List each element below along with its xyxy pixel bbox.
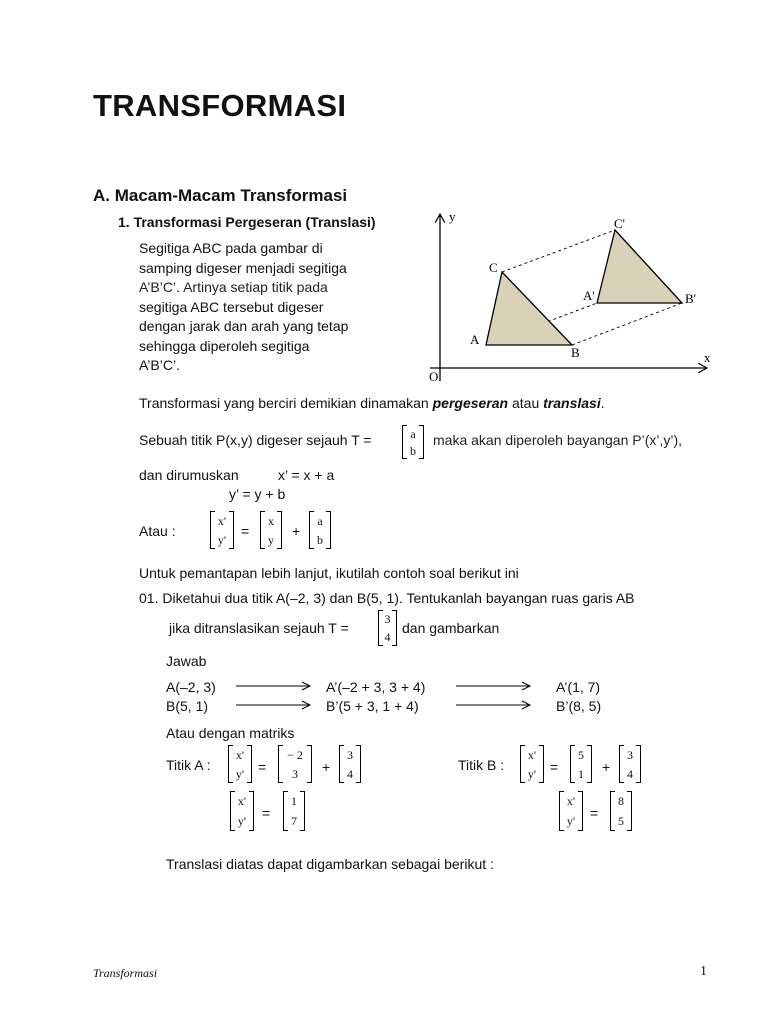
intro-line: sehingga diperoleh segitiga (139, 337, 310, 354)
term-pergeseran: pergeseran (432, 395, 509, 411)
titik-b-lhs (520, 745, 544, 783)
answer-b-calc: B’(5 + 3, 1 + 4) (326, 698, 419, 714)
matrix-ab (309, 511, 331, 549)
label-origin: O (429, 369, 439, 384)
matrix-xy (260, 511, 282, 549)
matrix-entry: y' (237, 814, 247, 828)
intro-paragraph (139, 239, 348, 376)
titik-b-res-lhs (559, 791, 583, 831)
intro-line: segitiga ABC tersebut digeser (139, 298, 324, 315)
matrix-entry: b (410, 443, 416, 458)
titik-b-label: Titik B : (458, 757, 505, 773)
equals-sign: = (241, 523, 250, 539)
arrow-icon (456, 679, 532, 693)
matrix-entry: a (410, 426, 416, 441)
equals-sign: = (258, 759, 267, 775)
matrix-entry: x' (566, 794, 576, 808)
matrix-entry: 4 (627, 766, 633, 781)
definition-sentence (139, 395, 605, 411)
label-b-prime: B' (685, 291, 697, 306)
answer-a-result: A’(1, 7) (556, 679, 601, 695)
answer-a-original: A(–2, 3) (166, 679, 216, 695)
titik-a-m1 (278, 745, 312, 783)
problem-line-1: 01. Diketahui dua titik A(–2, 3) dan B(5, 1). Tentukanlah bayangan ruas garis AB (139, 590, 635, 606)
matrix-entry: x' (235, 747, 245, 762)
matrix-entry: 3 (384, 612, 391, 626)
matrix-entry: a (317, 513, 323, 528)
matrix-entry: 1 (291, 794, 297, 808)
formula-line-1: x’ = x + a (278, 467, 335, 483)
page-number: 1 (700, 964, 707, 979)
page-title: TRANSFORMASI (93, 88, 347, 123)
formula-label: dan dirumuskan (139, 467, 239, 483)
matrix-entry: 3 (347, 747, 353, 762)
matrix-entry: 3 (292, 766, 298, 781)
answer-b-original: B(5, 1) (166, 698, 209, 714)
footer-title: Transformasi (93, 966, 158, 980)
definition-middle: atau (508, 395, 544, 411)
answer-b-result: B’(8, 5) (556, 698, 602, 714)
arrow-icon (236, 698, 312, 712)
label-a-prime: A' (583, 288, 595, 303)
titik-a-lhs (228, 745, 252, 783)
answer-label: Jawab (166, 653, 207, 669)
titik-a-result (283, 791, 305, 831)
example-intro: Untuk pemantapan lebih lanjut, ikutilah contoh soal berikut ini (139, 565, 519, 581)
problem-line-2-suffix: dan gambarkan (402, 620, 500, 636)
titik-a-res-lhs (230, 791, 254, 831)
closing-sentence: Translasi diatas dapat digambarkan sebagai berikut : (166, 856, 494, 872)
triangle-abc (486, 272, 572, 345)
intro-line: samping digeser menjadi segitiga (139, 259, 347, 276)
definition-suffix: . (600, 395, 605, 411)
label-c: C (489, 260, 498, 275)
titik-b-m1 (570, 745, 592, 783)
intro-line: dengan jarak dan arah yang tetap (139, 318, 349, 334)
titik-b-result (610, 791, 632, 831)
titik-a-label: Titik A : (166, 757, 211, 773)
section-heading: A. Macam-Macam Transformasi (93, 186, 348, 205)
formula-line-2: y’ = y + b (229, 486, 286, 502)
equals-sign: = (590, 805, 599, 821)
plus-sign: + (322, 759, 331, 775)
label-y: y (449, 209, 456, 224)
matrix-entry: 4 (347, 766, 353, 781)
answer-a-calc: A’(–2 + 3, 3 + 4) (326, 679, 426, 695)
titik-b-m2 (619, 745, 641, 783)
translation-figure (420, 205, 720, 390)
matrix-form-label: Atau : (139, 523, 176, 539)
matrix-entry: 8 (618, 794, 624, 808)
vector-t (402, 425, 424, 459)
matrix-entry: y' (217, 532, 227, 547)
matrix-entry: x' (527, 747, 537, 762)
matrix-entry: 1 (578, 766, 584, 781)
matrix-entry: 4 (384, 630, 391, 644)
matrix-entry: 5 (578, 747, 584, 762)
matrix-entry: 3 (627, 747, 633, 762)
definition-prefix: Transformasi yang berciri demikian dinamakan (139, 395, 433, 411)
subsection-heading: 1. Transformasi Pergeseran (Translasi) (118, 214, 376, 230)
label-b: B (571, 345, 580, 360)
equals-sign: = (550, 759, 559, 775)
label-a: A (470, 332, 480, 347)
matrix-entry: y' (527, 766, 537, 781)
matrix-method-label: Atau dengan matriks (166, 725, 295, 741)
titik-a-m2 (339, 745, 361, 783)
plus-sign: + (292, 523, 301, 539)
point-sentence-prefix: Sebuah titik P(x,y) digeser sejauh T = (139, 432, 372, 448)
intro-line: Segitiga ABC pada gambar di (139, 240, 323, 256)
arrow-icon (236, 679, 312, 693)
problem-vector (378, 610, 397, 646)
matrix-entry: − 2 (287, 747, 303, 762)
matrix-entry: b (317, 532, 323, 547)
plus-sign: + (602, 759, 611, 775)
matrix-entry: 7 (291, 814, 297, 828)
label-c-prime: C' (614, 216, 626, 231)
matrix-entry: x (268, 513, 274, 528)
matrix-entry: x' (217, 513, 227, 528)
matrix-lhs (210, 511, 234, 549)
problem-line-2-prefix: jika ditranslasikan sejauh T = (169, 620, 349, 636)
intro-line: A’B’C’. Artinya setiap titik pada (139, 279, 328, 295)
intro-line: A’B’C’. (139, 357, 180, 373)
matrix-entry: y' (566, 814, 576, 828)
point-sentence-suffix: maka akan diperoleh bayangan P’(x’,y’), (433, 432, 683, 448)
matrix-entry: x' (237, 794, 247, 808)
matrix-entry: y (268, 532, 274, 547)
label-x: x (704, 350, 711, 365)
matrix-entry: y' (235, 766, 245, 781)
equals-sign: = (262, 805, 271, 821)
matrix-entry: 5 (618, 814, 624, 828)
term-translasi: translasi (543, 395, 601, 411)
triangle-a1b1c1 (597, 230, 682, 303)
arrow-icon (456, 698, 532, 712)
